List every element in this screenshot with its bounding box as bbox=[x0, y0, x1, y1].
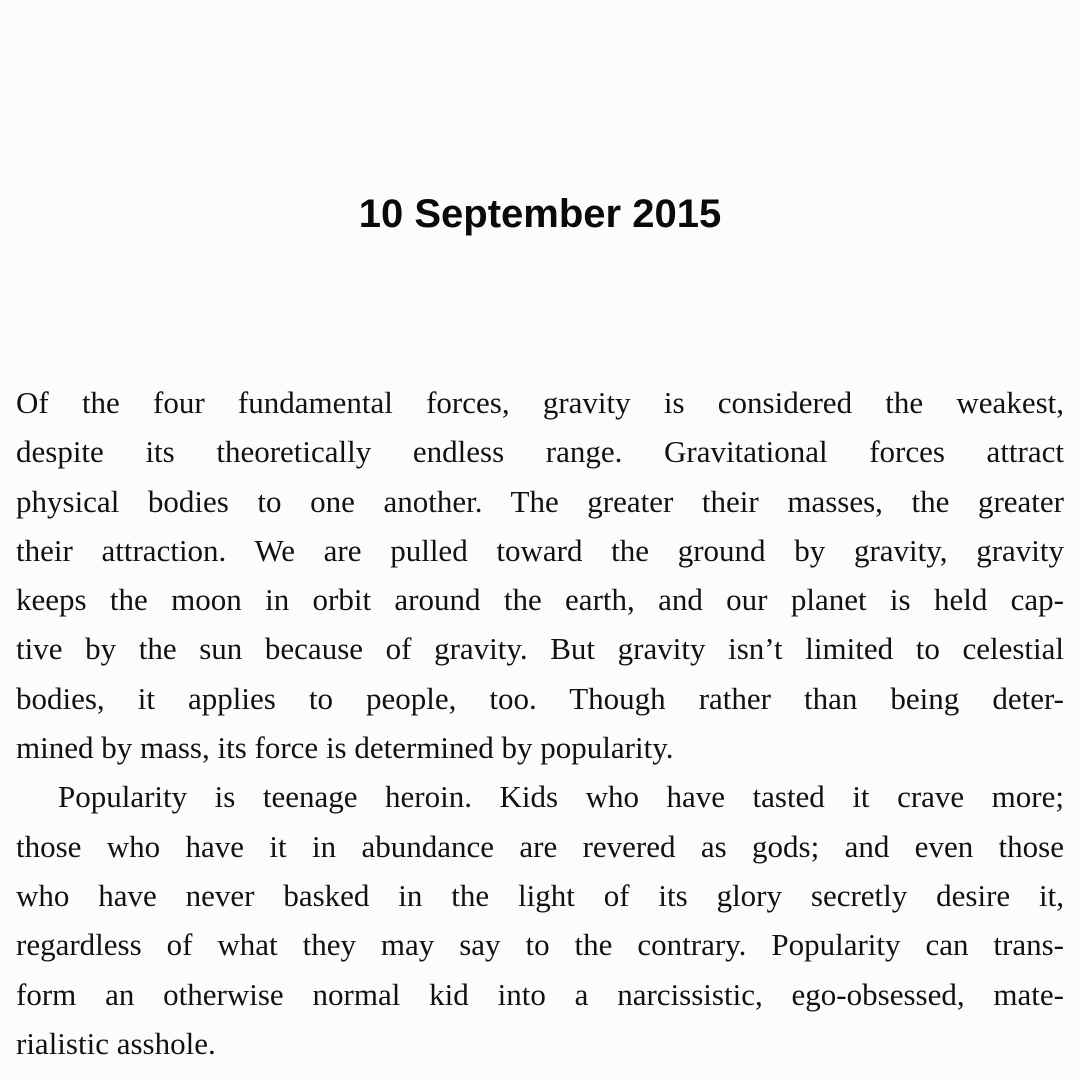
text-line: their attraction. We are pulled toward the ground by gravity, gravity bbox=[16, 532, 1064, 568]
text-line: Popularity is teenage heroin. Kids who have tasted it crave more; bbox=[58, 779, 1064, 815]
text-line: physical bodies to one another. The greater their masses, the greater bbox=[16, 483, 1064, 519]
text-line: rialistic asshole. bbox=[16, 1025, 216, 1061]
text-line: regardless of what they may say to the contrary. Popularity can trans- bbox=[16, 927, 1064, 963]
text-line: bodies, it applies to people, too. Though rather than being deter- bbox=[16, 680, 1064, 716]
text-line: those who have it in abundance are revered as gods; and even those bbox=[16, 828, 1064, 864]
text-line: who have never basked in the light of its glory secretly desire it, bbox=[16, 877, 1064, 913]
paragraph-2 bbox=[16, 772, 1064, 1068]
text-line: form an otherwise normal kid into a narcissistic, ego-obsessed, mate- bbox=[16, 976, 1064, 1012]
chapter-title: 10 September 2015 bbox=[358, 192, 722, 236]
text-line: mined by mass, its force is determined by popularity. bbox=[16, 730, 674, 766]
text-line: despite its theoretically endless range. Gravitational forces attract bbox=[16, 434, 1064, 470]
text-line: Of the four fundamental forces, gravity is considered the weakest, bbox=[16, 385, 1064, 420]
text-line: tive by the sun because of gravity. But gravity isn’t limited to celestial bbox=[16, 631, 1064, 667]
paragraph-1 bbox=[16, 378, 1064, 772]
chapter-body bbox=[16, 378, 1064, 1068]
text-line: keeps the moon in orbit around the earth, and our planet is held cap- bbox=[16, 582, 1064, 618]
